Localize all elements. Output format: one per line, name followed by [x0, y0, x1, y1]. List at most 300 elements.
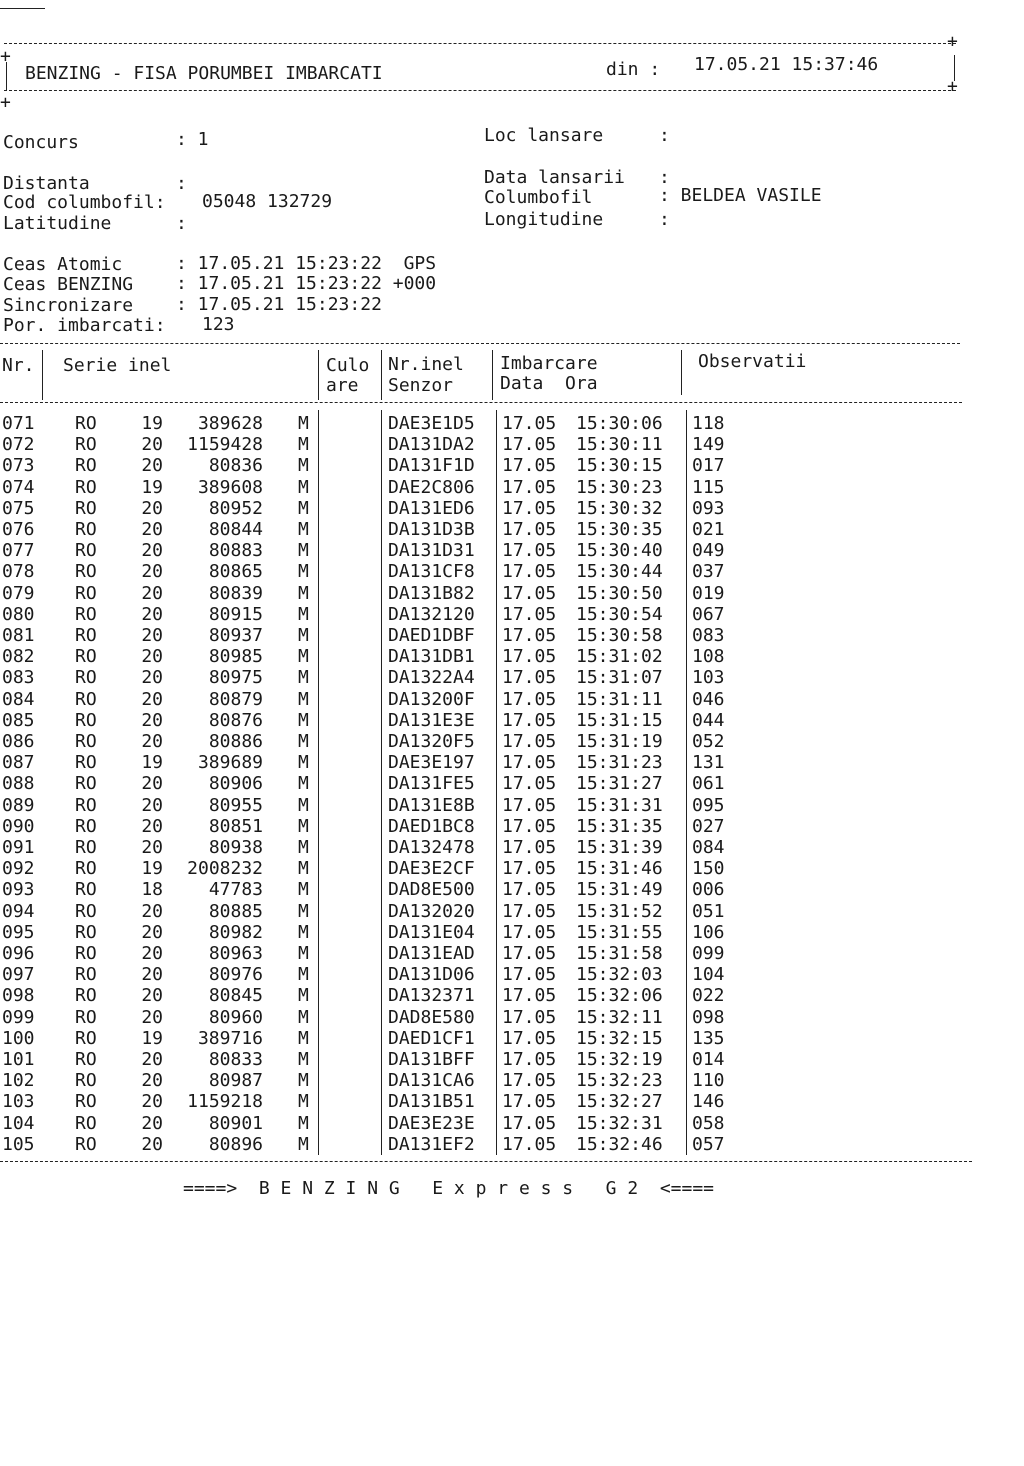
table-row [0, 795, 1000, 816]
distanta-value: : [176, 173, 187, 194]
row-year: 20 [141, 731, 163, 752]
row-year: 20 [141, 497, 163, 519]
row-sex: M [298, 688, 309, 710]
row-observatii: 037 [692, 561, 725, 583]
row-ring-number: 80960 [208, 1006, 263, 1028]
row-ring-number: 80915 [208, 603, 263, 625]
row-sensor: DA132120 [388, 603, 475, 625]
table-row [0, 879, 1000, 900]
row-country: RO [75, 964, 97, 986]
row-date: 17.05 [502, 794, 557, 816]
row-sensor: DAED1DBF [388, 625, 475, 646]
table-row [0, 561, 1000, 582]
distanta-label: Distanta [3, 173, 90, 194]
row-sensor: DA1322A4 [388, 667, 475, 689]
columbofil-value: : BELDEA VASILE [659, 185, 822, 206]
table-row [0, 816, 1000, 837]
row-nr: 084 [2, 688, 35, 710]
row-ring-number: 389689 [197, 752, 263, 774]
row-nr: 093 [2, 879, 35, 901]
row-country: RO [75, 688, 97, 710]
row-sensor: DA13200F [388, 688, 475, 710]
row-country: RO [75, 858, 97, 880]
row-sensor: DA131DA2 [388, 434, 475, 456]
row-sex: M [298, 519, 309, 540]
row-year: 19 [141, 1027, 163, 1049]
row-sex: M [298, 1091, 309, 1113]
cod-columbofil-value: 05048 132729 [202, 191, 333, 212]
row-nr: 071 [2, 413, 35, 434]
row-nr: 104 [2, 1112, 35, 1134]
row-sensor: DA131E8B [388, 794, 475, 816]
row-nr: 091 [2, 837, 35, 858]
row-nr: 081 [2, 625, 35, 646]
row-time: 15:30:50 [576, 582, 663, 604]
row-sensor: DA131F1D [388, 455, 475, 477]
row-observatii: 083 [692, 625, 725, 646]
header-imbarcare: Imbarcare [500, 353, 598, 374]
row-time: 15:30:58 [576, 625, 663, 646]
header-data-ora: Data Ora [500, 373, 598, 394]
table-row [0, 773, 1000, 794]
row-time: 15:31:02 [576, 646, 663, 668]
row-date: 17.05 [502, 815, 557, 837]
table-row [0, 710, 1000, 731]
row-sex: M [298, 561, 309, 583]
table-row [0, 922, 1000, 943]
row-ring-number: 80975 [208, 667, 263, 689]
row-country: RO [75, 603, 97, 625]
row-sensor: DAED1BC8 [388, 815, 475, 837]
row-date: 17.05 [502, 879, 557, 901]
row-time: 15:31:11 [576, 688, 663, 710]
row-observatii: 061 [692, 773, 725, 795]
col-sep-serie [318, 350, 319, 400]
header-top-left-plus: + [0, 46, 11, 67]
din-label: din : [606, 59, 661, 80]
row-date: 17.05 [502, 434, 557, 456]
row-year: 19 [141, 752, 163, 774]
row-observatii: 017 [692, 455, 725, 477]
row-sex: M [298, 858, 309, 880]
row-ring-number: 80885 [208, 900, 263, 922]
row-time: 15:32:46 [576, 1133, 663, 1155]
data-lansarii-label: Data lansarii [484, 167, 625, 188]
col-sep-nr [42, 350, 43, 400]
row-country: RO [75, 561, 97, 583]
ceas-benzing-value: : 17.05.21 15:23:22 +000 [176, 273, 437, 294]
table-row [0, 985, 1000, 1006]
table-row [0, 1070, 1000, 1091]
table-row [0, 667, 1000, 688]
row-ring-number: 80937 [208, 625, 263, 646]
header-bottom-right-plus: + [947, 76, 958, 97]
table-row [0, 943, 1000, 964]
row-year: 20 [141, 519, 163, 540]
row-year: 20 [141, 603, 163, 625]
row-country: RO [75, 773, 97, 795]
table-row [0, 540, 1000, 561]
row-sensor: DA131FE5 [388, 773, 475, 795]
row-sensor: DA131D31 [388, 540, 475, 562]
ceas-atomic-value: : 17.05.21 15:23:22 GPS [176, 253, 437, 274]
row-observatii: 095 [692, 794, 725, 816]
row-time: 15:30:15 [576, 455, 663, 477]
row-observatii: 049 [692, 540, 725, 562]
din-timestamp: 17.05.21 15:37:46 [694, 54, 879, 75]
row-observatii: 052 [692, 731, 725, 752]
row-date: 17.05 [502, 1049, 557, 1070]
row-date: 17.05 [502, 455, 557, 477]
row-nr: 099 [2, 1006, 35, 1028]
row-sensor: DA131CA6 [388, 1070, 475, 1092]
row-nr: 094 [2, 900, 35, 922]
table-row [0, 519, 1000, 540]
header-nr-inel: Nr.inel [388, 354, 464, 375]
row-time: 15:32:27 [576, 1091, 663, 1113]
row-country: RO [75, 476, 97, 498]
row-observatii: 021 [692, 519, 725, 540]
row-country: RO [75, 519, 97, 540]
sincronizare-label: Sincronizare [3, 295, 134, 316]
longitudine-value: : [659, 209, 670, 230]
row-observatii: 027 [692, 815, 725, 837]
row-sex: M [298, 540, 309, 562]
table-top-border [0, 343, 960, 344]
row-ring-number: 80836 [208, 455, 263, 477]
row-sensor: DA132478 [388, 837, 475, 858]
row-ring-number: 389608 [197, 476, 263, 498]
row-time: 15:32:11 [576, 1006, 663, 1028]
row-year: 20 [141, 561, 163, 583]
row-observatii: 093 [692, 497, 725, 519]
row-year: 18 [141, 879, 163, 901]
row-country: RO [75, 1091, 97, 1113]
row-observatii: 051 [692, 900, 725, 922]
row-date: 17.05 [502, 413, 557, 434]
row-time: 15:32:15 [576, 1027, 663, 1049]
row-year: 20 [141, 1112, 163, 1134]
row-sex: M [298, 455, 309, 477]
row-date: 17.05 [502, 646, 557, 668]
longitudine-label: Longitudine [484, 209, 604, 230]
row-time: 15:32:31 [576, 1112, 663, 1134]
row-country: RO [75, 1133, 97, 1155]
row-country: RO [75, 837, 97, 858]
row-sensor: DA131B51 [388, 1091, 475, 1113]
row-date: 17.05 [502, 752, 557, 774]
concurs-label: Concurs [3, 132, 79, 153]
row-observatii: 044 [692, 709, 725, 731]
header-culoare-cont: are [326, 375, 359, 396]
row-sensor: DA131ED6 [388, 497, 475, 519]
col-sep-senzor [492, 350, 493, 400]
row-observatii: 067 [692, 603, 725, 625]
row-time: 15:30:23 [576, 476, 663, 498]
header-top-border [4, 43, 956, 44]
row-date: 17.05 [502, 561, 557, 583]
row-time: 15:31:49 [576, 879, 663, 901]
row-country: RO [75, 540, 97, 562]
table-row [0, 413, 1000, 434]
row-sex: M [298, 1049, 309, 1070]
row-nr: 087 [2, 752, 35, 774]
row-sex: M [298, 900, 309, 922]
row-country: RO [75, 921, 97, 943]
row-country: RO [75, 1027, 97, 1049]
row-date: 17.05 [502, 985, 557, 1007]
row-observatii: 099 [692, 943, 725, 964]
table-row [0, 604, 1000, 625]
row-observatii: 084 [692, 837, 725, 858]
row-time: 15:31:07 [576, 667, 663, 689]
row-year: 20 [141, 1070, 163, 1092]
latitudine-label: Latitudine [3, 213, 112, 234]
row-date: 17.05 [502, 603, 557, 625]
row-country: RO [75, 667, 97, 689]
row-year: 20 [141, 625, 163, 646]
row-time: 15:31:35 [576, 815, 663, 837]
row-sensor: DAE3E1D5 [388, 413, 475, 434]
table-row [0, 901, 1000, 922]
row-country: RO [75, 1070, 97, 1092]
row-ring-number: 80906 [208, 773, 263, 795]
latitudine-value: : [176, 213, 187, 234]
row-sensor: DA131BFF [388, 1049, 475, 1070]
row-time: 15:32:19 [576, 1049, 663, 1070]
row-sex: M [298, 625, 309, 646]
row-date: 17.05 [502, 837, 557, 858]
row-time: 15:31:39 [576, 837, 663, 858]
row-year: 20 [141, 582, 163, 604]
row-year: 20 [141, 455, 163, 477]
row-sensor: DA131B82 [388, 582, 475, 604]
row-sensor: DAD8E500 [388, 879, 475, 901]
row-sex: M [298, 837, 309, 858]
corner-mark [0, 8, 45, 9]
row-time: 15:32:06 [576, 985, 663, 1007]
row-ring-number: 47783 [208, 879, 263, 901]
row-ring-number: 80955 [208, 794, 263, 816]
porumbei-imbarcati-value: 123 [202, 314, 235, 335]
row-ring-number: 80896 [208, 1133, 263, 1155]
report-title: BENZING - FISA PORUMBEI IMBARCATI [25, 63, 383, 84]
row-sex: M [298, 1133, 309, 1155]
row-sex: M [298, 731, 309, 752]
table-row [0, 1113, 1000, 1134]
row-ring-number: 80883 [208, 540, 263, 562]
row-country: RO [75, 794, 97, 816]
row-ring-number: 80879 [208, 688, 263, 710]
row-nr: 077 [2, 540, 35, 562]
row-observatii: 058 [692, 1112, 725, 1134]
row-time: 15:30:40 [576, 540, 663, 562]
row-time: 15:32:23 [576, 1070, 663, 1092]
header-bottom-left-plus: + [0, 92, 11, 113]
porumbei-imbarcati-label: Por. imbarcati: [3, 315, 166, 336]
table-row [0, 837, 1000, 858]
row-nr: 073 [2, 455, 35, 477]
row-sensor: DA131D3B [388, 519, 475, 540]
row-ring-number: 80963 [208, 943, 263, 964]
row-ring-number: 1159218 [187, 1091, 263, 1113]
row-nr: 079 [2, 582, 35, 604]
row-date: 17.05 [502, 943, 557, 964]
row-ring-number: 80851 [208, 815, 263, 837]
row-ring-number: 80982 [208, 921, 263, 943]
row-date: 17.05 [502, 497, 557, 519]
row-year: 20 [141, 921, 163, 943]
row-time: 15:30:32 [576, 497, 663, 519]
row-date: 17.05 [502, 1027, 557, 1049]
row-time: 15:30:35 [576, 519, 663, 540]
row-year: 19 [141, 413, 163, 434]
row-date: 17.05 [502, 858, 557, 880]
row-nr: 089 [2, 794, 35, 816]
row-ring-number: 2008232 [187, 858, 263, 880]
row-ring-number: 80987 [208, 1070, 263, 1092]
table-row [0, 1091, 1000, 1112]
row-date: 17.05 [502, 625, 557, 646]
row-time: 15:31:46 [576, 858, 663, 880]
table-row [0, 583, 1000, 604]
row-country: RO [75, 455, 97, 477]
row-sensor: DA132020 [388, 900, 475, 922]
row-ring-number: 80865 [208, 561, 263, 583]
row-nr: 082 [2, 646, 35, 668]
row-sex: M [298, 985, 309, 1007]
row-sex: M [298, 434, 309, 456]
row-ring-number: 80976 [208, 964, 263, 986]
row-nr: 101 [2, 1049, 35, 1070]
row-year: 20 [141, 688, 163, 710]
row-nr: 105 [2, 1133, 35, 1155]
header-left-bar [6, 62, 7, 90]
row-date: 17.05 [502, 964, 557, 986]
header-culo: Culo [326, 355, 370, 376]
row-observatii: 131 [692, 752, 725, 774]
header-senzor: Senzor [388, 375, 454, 396]
row-nr: 086 [2, 731, 35, 752]
row-sex: M [298, 646, 309, 668]
row-nr: 103 [2, 1091, 35, 1113]
row-country: RO [75, 1112, 97, 1134]
row-sensor: DA131E3E [388, 709, 475, 731]
row-ring-number: 80876 [208, 709, 263, 731]
row-country: RO [75, 1049, 97, 1070]
row-nr: 074 [2, 476, 35, 498]
row-observatii: 019 [692, 582, 725, 604]
row-time: 15:31:58 [576, 943, 663, 964]
row-date: 17.05 [502, 688, 557, 710]
row-nr: 090 [2, 815, 35, 837]
row-sensor: DA131EAD [388, 943, 475, 964]
row-country: RO [75, 413, 97, 434]
row-time: 15:31:15 [576, 709, 663, 731]
loc-lansare-label: Loc lansare [484, 125, 604, 146]
row-nr: 097 [2, 964, 35, 986]
row-country: RO [75, 497, 97, 519]
row-time: 15:31:23 [576, 752, 663, 774]
row-sex: M [298, 752, 309, 774]
row-nr: 085 [2, 709, 35, 731]
row-sex: M [298, 921, 309, 943]
row-year: 20 [141, 815, 163, 837]
row-sensor: DA131EF2 [388, 1133, 475, 1155]
row-observatii: 103 [692, 667, 725, 689]
row-time: 15:31:31 [576, 794, 663, 816]
row-sensor: DA1320F5 [388, 731, 475, 752]
table-row [0, 731, 1000, 752]
row-date: 17.05 [502, 773, 557, 795]
row-sex: M [298, 794, 309, 816]
row-year: 20 [141, 1049, 163, 1070]
row-sensor: DA131CF8 [388, 561, 475, 583]
row-year: 20 [141, 837, 163, 858]
row-sex: M [298, 476, 309, 498]
ceas-atomic-label: Ceas Atomic [3, 254, 123, 275]
row-country: RO [75, 752, 97, 774]
row-date: 17.05 [502, 519, 557, 540]
row-sex: M [298, 1112, 309, 1134]
row-ring-number: 80901 [208, 1112, 263, 1134]
table-row [0, 646, 1000, 667]
row-date: 17.05 [502, 900, 557, 922]
row-observatii: 110 [692, 1070, 725, 1092]
row-observatii: 118 [692, 413, 725, 434]
row-sex: M [298, 497, 309, 519]
row-nr: 095 [2, 921, 35, 943]
row-observatii: 046 [692, 688, 725, 710]
columbofil-label: Columbofil [484, 187, 593, 208]
row-observatii: 006 [692, 879, 725, 901]
header-bottom-border [4, 90, 956, 91]
row-sensor: DA132371 [388, 985, 475, 1007]
row-observatii: 149 [692, 434, 725, 456]
table-row [0, 434, 1000, 455]
table-row [0, 498, 1000, 519]
header-top-right-plus: + [947, 31, 958, 52]
row-year: 20 [141, 667, 163, 689]
row-sex: M [298, 413, 309, 434]
table-row [0, 455, 1000, 476]
row-nr: 100 [2, 1027, 35, 1049]
table-row [0, 1028, 1000, 1049]
row-year: 20 [141, 985, 163, 1007]
row-country: RO [75, 815, 97, 837]
row-sex: M [298, 1027, 309, 1049]
row-sex: M [298, 1006, 309, 1028]
loc-lansare-value: : [659, 125, 670, 146]
row-country: RO [75, 625, 97, 646]
row-sex: M [298, 603, 309, 625]
footer-benzing-express: ====> B E N Z I N G E x p r e s s G 2 <==== [183, 1178, 715, 1199]
row-country: RO [75, 731, 97, 752]
row-country: RO [75, 709, 97, 731]
row-sensor: DAE2C806 [388, 476, 475, 498]
row-year: 20 [141, 1006, 163, 1028]
row-date: 17.05 [502, 1070, 557, 1092]
row-time: 15:30:54 [576, 603, 663, 625]
col-sep-culo [381, 350, 382, 400]
table-row [0, 752, 1000, 773]
row-sensor: DA131DB1 [388, 646, 475, 668]
row-year: 20 [141, 709, 163, 731]
row-date: 17.05 [502, 667, 557, 689]
row-nr: 096 [2, 943, 35, 964]
row-sensor: DAE3E2CF [388, 858, 475, 880]
row-country: RO [75, 1006, 97, 1028]
